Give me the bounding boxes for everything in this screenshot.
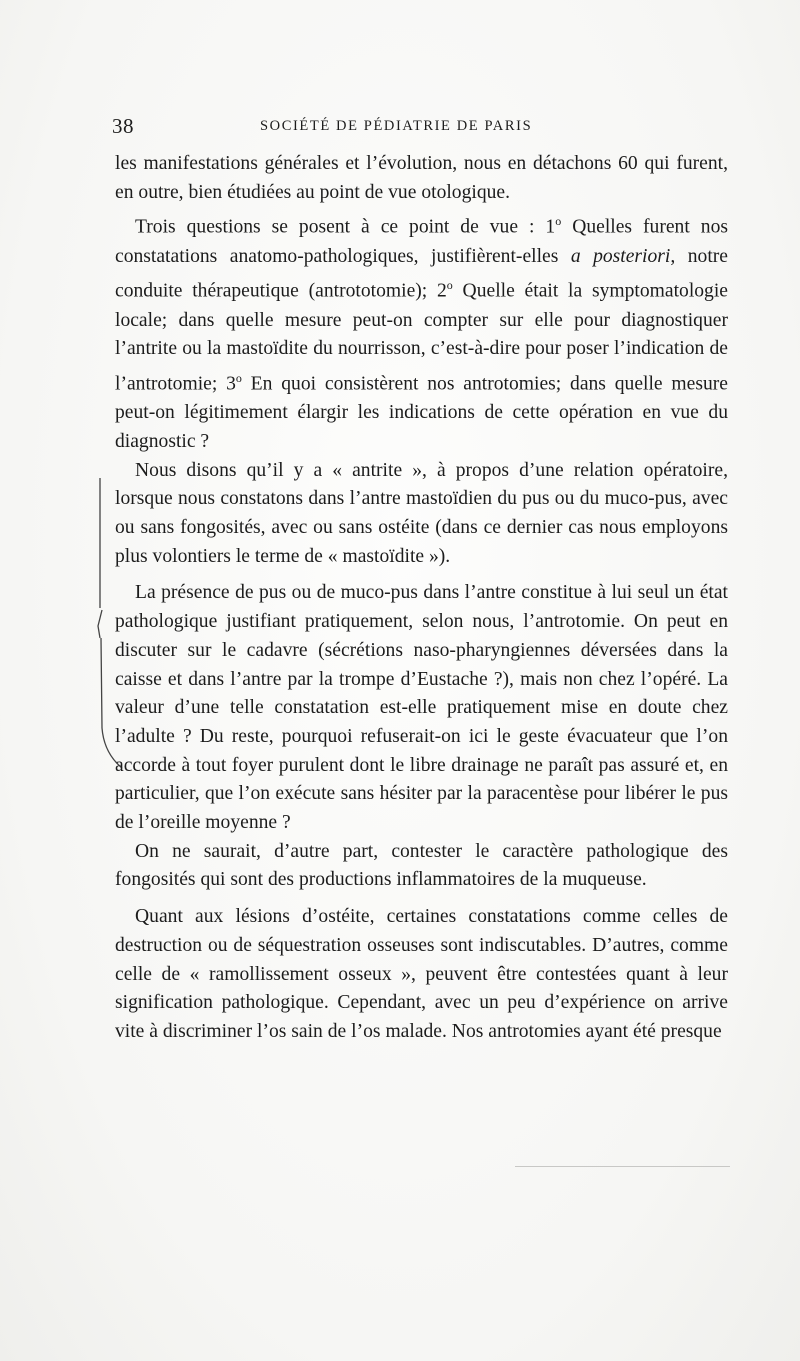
paragraph-5: On ne saurait, d’autre part, contester le caractère pathologique des fongosités qui sont des productions inflammatoires de la muqueuse. — [115, 840, 728, 891]
paragraph-6: Quant aux lésions d’ostéite, certaines constatations comme celles de destruction ou de séquestration osseuses sont indiscutables. D’autres, comme celle de « ramollissement osseux », peuvent être contestées quant à leur signification pathologique. Cependant, avec un peu d’expérience on arrive vite à discriminer l’os sain de l’os malade. Nos antrotomies ayant été presque — [115, 906, 728, 1042]
paragraph-4: La présence de pus ou de muco-pus dans l’antre constitue à lui seul un état pathologique justifiant pratiquement, selon nous, l’antrotomie. On peut en discuter sur le cadavre (sécrétions naso-pharyngiennes déversées dans la caisse et dans l’antre par la trompe d’Eustache ?), mais non chez l’opéré. La valeur d’une telle constatation est-elle pratiquement mise en doute chez l’adulte ? Du reste, pourquoi refuserait-on ici le geste évacuateur que l’on accorde à tout foyer purulent dont le libre drainage ne paraît pas assuré et, en particulier, que l’on exécute sans hésiter par la paracentèse pour libérer le pus de l’oreille moyenne ? — [115, 582, 728, 834]
paragraph-2: Trois questions se posent à ce point de vue : 1$^o$ Quelles furent nos constatations anatomo-pathologiques, justifièrent-elles a posteriori, notre conduite thérapeutique (antrototomie); 2$^o$ Quelle était la symptomatologie locale; dans quelle mesure peut-on compter sur elle pour diagnostiquer l’antrite ou la mastoïdite du nourrisson, c’est-à-dire pour poser l’indication de l’antrotomie; 3$^o$ En quoi consistèrent nos antrotomies; dans quelle mesure peut-on légitimement élargir les indications de cette opération en vue du diagnostic ? — [115, 214, 728, 452]
bottom-rule — [515, 1166, 730, 1167]
body-text — [115, 150, 728, 1047]
running-title: SOCIÉTÉ DE PÉDIATRIE DE PARIS — [260, 118, 533, 134]
page-header — [112, 114, 730, 144]
paragraph-3: Nous disons qu’il y a « antrite », à propos d’une relation opératoire, lorsque nous constatons dans l’antre mastoïdien du pus ou du muco-pus, avec ou sans fongosités, avec ou sans ostéite (dans ce dernier cas nous employons plus volontiers le terme de « mastoïdite »). — [115, 459, 728, 567]
paragraph-1: les manifestations générales et l’évolution, nous en détachons 60 qui furent, en outre, bien étudiées au point de vue otologique. — [115, 153, 728, 203]
page-number: 38 — [112, 114, 134, 138]
